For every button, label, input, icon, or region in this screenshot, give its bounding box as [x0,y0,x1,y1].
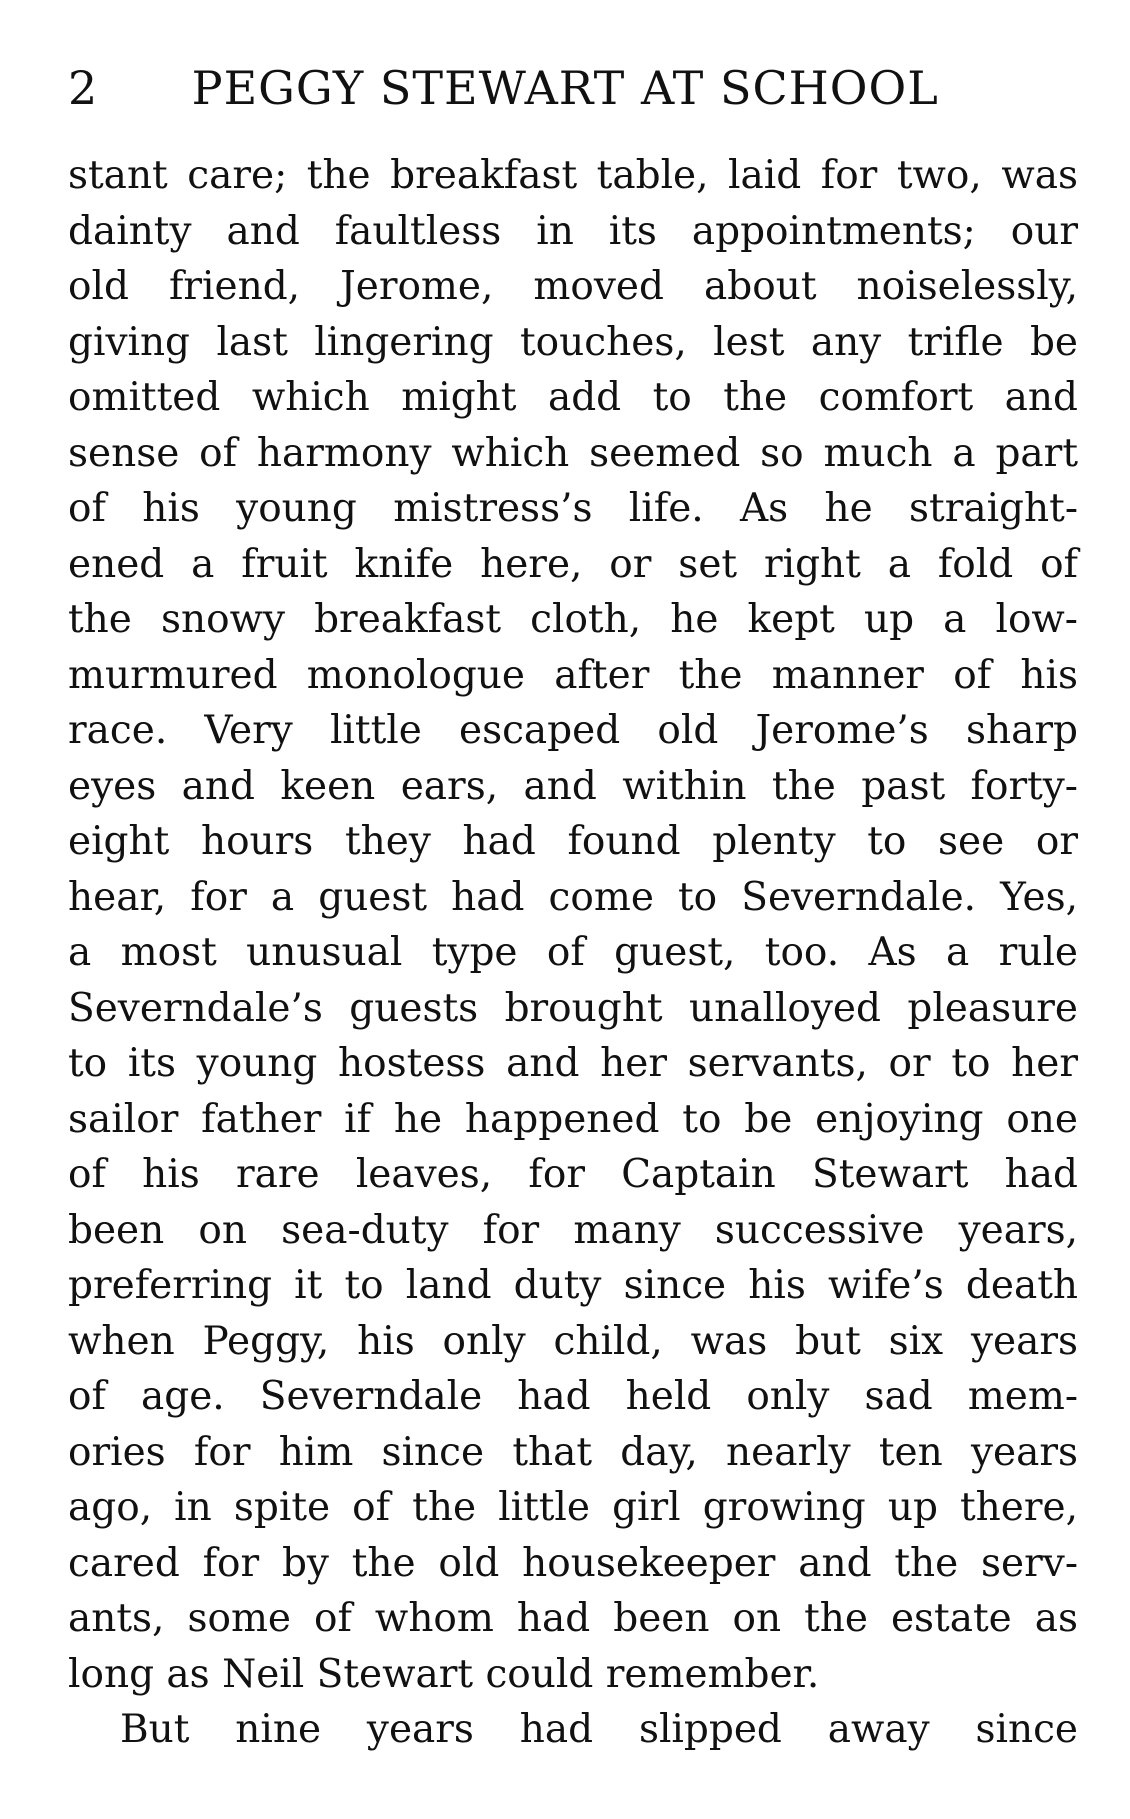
text-line: murmured monologue after the manner of his [68,652,1078,698]
text-line: to its young hostess and her servants, or to her [68,1041,1078,1086]
text-line: stant care; the breakfast table, laid for two, was [68,153,1078,198]
text-line: long as Neil Stewart could remember. [68,1651,820,1697]
text-line: cared for by the old housekeeper and the serv- [68,1540,1078,1586]
text-line: old friend, Jerome, moved about noiselessly, [68,264,1078,309]
running-title: PEGGY STEWART AT SCHOOL [191,61,939,115]
page-header [68,58,1078,118]
text-line: ants, some of whom had been on the estate as [68,1596,1078,1641]
text-line: sailor father if he happened to be enjoying one [68,1096,1078,1142]
text-line: of his young mistress’s life. As he straight- [68,486,1078,531]
text-line: been on sea-duty for many successive years, [68,1207,1078,1253]
text-line: But nine years had slipped away since [120,1707,1078,1752]
text-line: of his rare leaves, for Captain Stewart had [68,1152,1078,1197]
text-line: the snowy breakfast cloth, he kept up a low- [68,597,1078,642]
text-line: sense of harmony which seemed so much a part [68,430,1078,476]
text-line: giving last lingering touches, lest any trifle be [68,319,1078,365]
text-line: hear, for a guest had come to Severndale. Yes, [68,874,1078,920]
text-line: eight hours they had found plenty to see or [68,819,1078,864]
text-line: eyes and keen ears, and within the past forty- [68,763,1078,809]
text-line: ories for him since that day, nearly ten years [68,1429,1078,1475]
text-line: preferring it to land duty since his wife’s death [68,1263,1078,1308]
text-line: ened a fruit knife here, or set right a fold of [68,541,1078,587]
text-line: omitted which might add to the comfort and [68,375,1078,420]
text-line: when Peggy, his only child, was but six years [68,1318,1078,1364]
text-line: dainty and faultless in its appointments; our [68,208,1078,254]
text-line: of age. Severndale had held only sad mem- [68,1374,1078,1419]
text-line: Severndale’s guests brought unalloyed pleasure [68,985,1078,1031]
text-line: a most unusual type of guest, too. As a rule [68,930,1078,975]
body-text [68,148,1078,1758]
text-line: ago, in spite of the little girl growing up there, [68,1485,1078,1530]
page-number: 2 [68,61,99,115]
text-line: race. Very little escaped old Jerome’s sharp [68,708,1078,753]
